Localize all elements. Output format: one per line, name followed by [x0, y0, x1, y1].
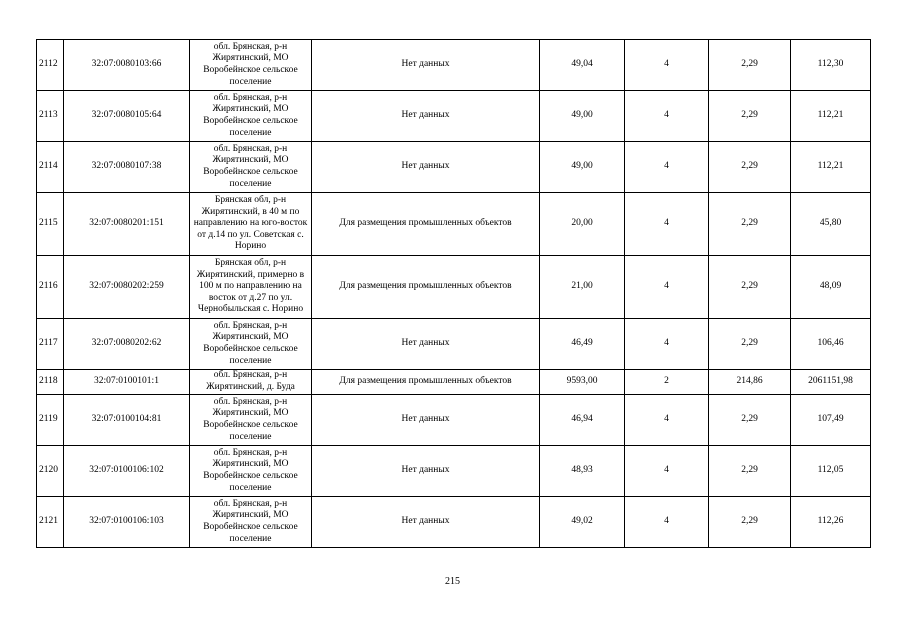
- land-purpose: Нет данных: [312, 91, 540, 142]
- land-address: обл. Брянская, р-н Жирятинский, д. Буда: [190, 370, 312, 395]
- land-address: Брянская обл, р-н Жирятинский, в 40 м по направлению на юго-восток от д.14 по ул. Советская с. Норино: [190, 193, 312, 256]
- row-number: 2113: [37, 91, 64, 142]
- land-purpose: Для размещения промышленных объектов: [312, 193, 540, 256]
- land-group: 4: [625, 40, 709, 91]
- land-purpose: Нет данных: [312, 40, 540, 91]
- cadastral-number: 32:07:0100106:102: [64, 446, 190, 497]
- cadastral-number: 32:07:0080202:259: [64, 256, 190, 319]
- land-group: 4: [625, 193, 709, 256]
- cadastral-value: 2061151,98: [791, 370, 871, 395]
- table-body: [37, 40, 871, 548]
- row-number: 2117: [37, 319, 64, 370]
- land-area: 48,93: [540, 446, 625, 497]
- land-address: обл. Брянская, р-н Жирятинский, МО Воробейнское сельское поселение: [190, 319, 312, 370]
- land-group: 4: [625, 446, 709, 497]
- specific-value: 2,29: [709, 395, 791, 446]
- cadastral-value: 45,80: [791, 193, 871, 256]
- specific-value: 2,29: [709, 256, 791, 319]
- table-row: [37, 193, 871, 256]
- cadastral-value: 112,05: [791, 446, 871, 497]
- land-area: 21,00: [540, 256, 625, 319]
- land-group: 4: [625, 319, 709, 370]
- table-row: [37, 142, 871, 193]
- cadastral-number: 32:07:0100106:103: [64, 497, 190, 548]
- land-purpose: Для размещения промышленных объектов: [312, 370, 540, 395]
- cadastral-value: 112,26: [791, 497, 871, 548]
- row-number: 2116: [37, 256, 64, 319]
- land-address: обл. Брянская, р-н Жирятинский, МО Воробейнское сельское поселение: [190, 395, 312, 446]
- land-area: 20,00: [540, 193, 625, 256]
- land-area: 49,02: [540, 497, 625, 548]
- cadastral-number: 32:07:0080103:66: [64, 40, 190, 91]
- land-group: 4: [625, 395, 709, 446]
- land-group: 4: [625, 142, 709, 193]
- cadastral-number: 32:07:0100101:1: [64, 370, 190, 395]
- table-row: [37, 40, 871, 91]
- land-address: Брянская обл, р-н Жирятинский, примерно в 100 м по направлению на восток от д.27 по ул. Чернобыльская с. Норино: [190, 256, 312, 319]
- specific-value: 2,29: [709, 40, 791, 91]
- row-number: 2114: [37, 142, 64, 193]
- land-address: обл. Брянская, р-н Жирятинский, МО Воробейнское сельское поселение: [190, 446, 312, 497]
- table-row: [37, 446, 871, 497]
- land-address: обл. Брянская, р-н Жирятинский, МО Воробейнское сельское поселение: [190, 142, 312, 193]
- land-group: 4: [625, 91, 709, 142]
- cadastral-number: 32:07:0100104:81: [64, 395, 190, 446]
- land-purpose: Для размещения промышленных объектов: [312, 256, 540, 319]
- table-row: [37, 497, 871, 548]
- cadastral-value: 112,30: [791, 40, 871, 91]
- specific-value: 2,29: [709, 319, 791, 370]
- cadastral-value: 112,21: [791, 91, 871, 142]
- row-number: 2120: [37, 446, 64, 497]
- table-row: [37, 256, 871, 319]
- land-area: 49,00: [540, 142, 625, 193]
- land-address: обл. Брянская, р-н Жирятинский, МО Воробейнское сельское поселение: [190, 40, 312, 91]
- cadastral-number: 32:07:0080201:151: [64, 193, 190, 256]
- land-group: 4: [625, 256, 709, 319]
- specific-value: 2,29: [709, 497, 791, 548]
- land-purpose: Нет данных: [312, 446, 540, 497]
- row-number: 2112: [37, 40, 64, 91]
- cadastral-value-table: [36, 39, 871, 548]
- cadastral-number: 32:07:0080105:64: [64, 91, 190, 142]
- land-purpose: Нет данных: [312, 142, 540, 193]
- table-row: [37, 395, 871, 446]
- row-number: 2121: [37, 497, 64, 548]
- specific-value: 2,29: [709, 91, 791, 142]
- cadastral-value: 107,49: [791, 395, 871, 446]
- table-row: [37, 319, 871, 370]
- cadastral-number: 32:07:0080107:38: [64, 142, 190, 193]
- row-number: 2115: [37, 193, 64, 256]
- land-area: 9593,00: [540, 370, 625, 395]
- land-address: обл. Брянская, р-н Жирятинский, МО Воробейнское сельское поселение: [190, 497, 312, 548]
- specific-value: 214,86: [709, 370, 791, 395]
- row-number: 2118: [37, 370, 64, 395]
- cadastral-number: 32:07:0080202:62: [64, 319, 190, 370]
- land-purpose: Нет данных: [312, 497, 540, 548]
- land-area: 49,04: [540, 40, 625, 91]
- cadastral-value: 48,09: [791, 256, 871, 319]
- specific-value: 2,29: [709, 446, 791, 497]
- land-purpose: Нет данных: [312, 395, 540, 446]
- land-area: 46,49: [540, 319, 625, 370]
- land-group: 2: [625, 370, 709, 395]
- land-group: 4: [625, 497, 709, 548]
- page-number: 215: [445, 576, 460, 587]
- row-number: 2119: [37, 395, 64, 446]
- specific-value: 2,29: [709, 193, 791, 256]
- table-row: [37, 370, 871, 395]
- cadastral-value: 112,21: [791, 142, 871, 193]
- land-purpose: Нет данных: [312, 319, 540, 370]
- cadastral-value: 106,46: [791, 319, 871, 370]
- land-address: обл. Брянская, р-н Жирятинский, МО Воробейнское сельское поселение: [190, 91, 312, 142]
- specific-value: 2,29: [709, 142, 791, 193]
- table-row: [37, 91, 871, 142]
- land-area: 46,94: [540, 395, 625, 446]
- land-area: 49,00: [540, 91, 625, 142]
